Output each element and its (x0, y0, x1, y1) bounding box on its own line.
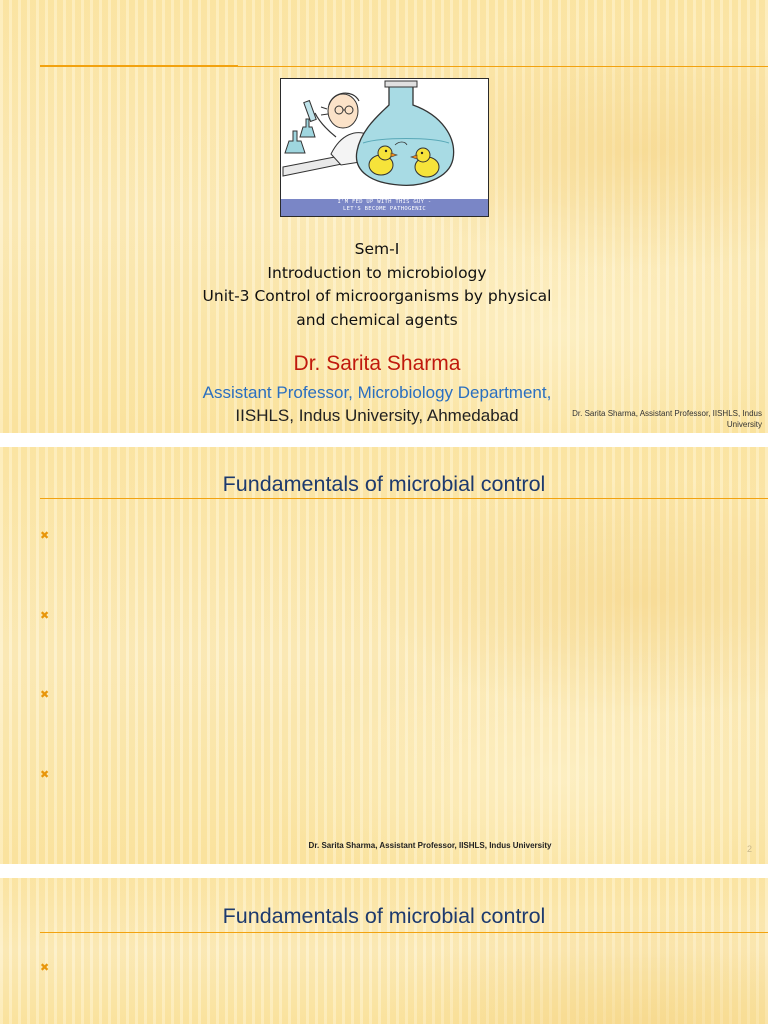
scientist-flask-illustration (281, 79, 488, 199)
cartoon-image (280, 78, 489, 217)
slide-footer: Dr. Sarita Sharma, Assistant Professor, IISHLS, Indus University (308, 841, 552, 850)
title-line: Introduction to microbiology (267, 263, 487, 282)
x-bullet-icon: ✖ (40, 688, 50, 701)
cartoon-caption (281, 199, 488, 216)
x-bullet-icon: ✖ (40, 961, 50, 974)
accent-line (40, 498, 768, 499)
cartoon-caption-line-2: LET'S BECOME PATHOGENIC (342, 206, 427, 212)
slide-footer (540, 408, 762, 430)
footer-line-1: Dr. Sarita Sharma, Assistant Professor, IISHLS, Indus (572, 409, 762, 418)
x-bullet-icon: ✖ (40, 768, 50, 781)
x-bullet-icon: ✖ (40, 609, 50, 622)
author-role: Assistant Professor, Microbiology Department, (202, 383, 552, 402)
cartoon-caption-line-1: I'M FED UP WITH THIS GUY - (337, 199, 432, 205)
page-number: 2 (746, 844, 752, 854)
title-line: Sem-I (354, 240, 400, 258)
title-line: and chemical agents (296, 310, 458, 329)
footer-line-2: University (726, 420, 762, 429)
slide-2 (0, 447, 768, 864)
slide-3 (0, 878, 768, 1024)
accent-line (40, 932, 768, 933)
author-institution: IISHLS, Indus University, Ahmedabad (235, 406, 519, 425)
accent-line-thick (40, 65, 238, 67)
slide-title: Fundamentals of microbial control (222, 472, 546, 496)
lecture-title (150, 238, 604, 332)
title-line: Unit-3 Control of microorganisms by physical (202, 287, 552, 305)
slide-title: Fundamentals of microbial control (222, 904, 546, 928)
slide-1 (0, 0, 768, 433)
x-bullet-icon: ✖ (40, 529, 50, 542)
author-name: Dr. Sarita Sharma (293, 352, 461, 375)
